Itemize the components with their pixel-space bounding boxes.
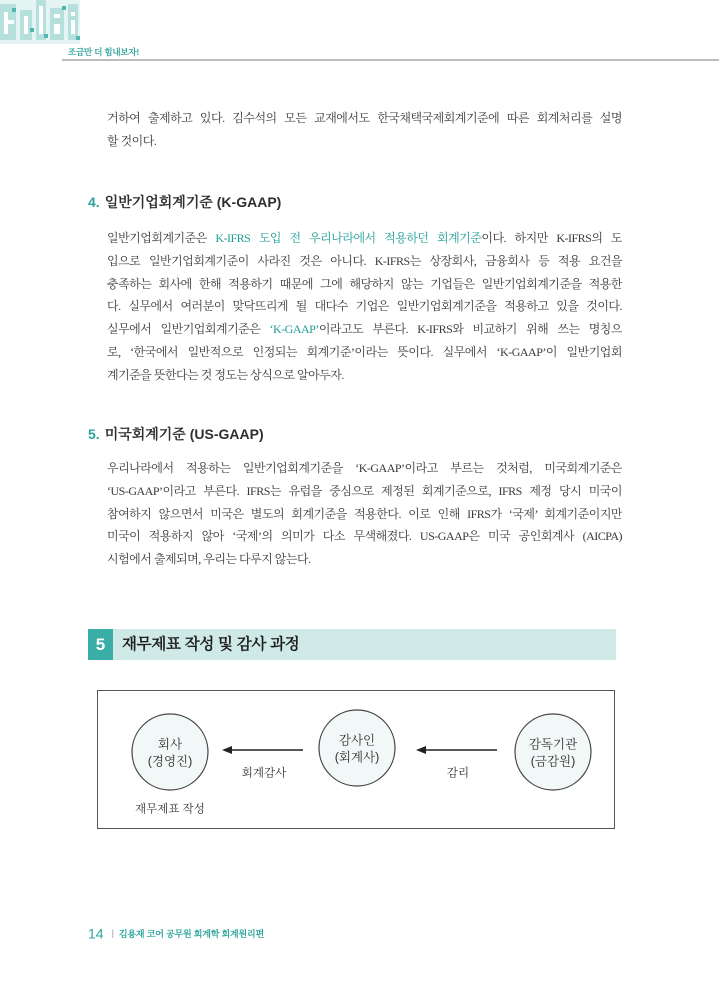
- node-subtitle: (금감원): [530, 754, 576, 769]
- node-subtitle: (회계사): [334, 750, 380, 765]
- text-segment: ‘US-GAAP’이라고 부른다. IFRS는 유럽을 중심으로 제정된 회계기준으로, IFRS 제정 당시 미국이: [107, 483, 622, 498]
- text-segment: 입으로 일반기업회계기준이 사라진 것은 아니다. K-IFRS는 상장회사, 금융회사 등 적용 요건을: [107, 253, 622, 268]
- diagram-caption: 재무제표 작성: [135, 803, 205, 816]
- heading-title: 일반기업회계기준 (K-GAAP): [104, 194, 282, 210]
- diagram-canvas: [98, 691, 614, 828]
- chapter-section-bar: [88, 629, 616, 660]
- section-number-badge: 5: [88, 629, 113, 660]
- paragraph-line: [107, 457, 622, 480]
- header-tagline: 조금만 더 힘내보자!: [68, 47, 140, 57]
- text-segment: 이다. 하지만 K-IFRS의 도: [481, 231, 622, 245]
- intro-paragraph: [107, 107, 622, 153]
- text-segment: 거하여 출제하고 있다. 김수석의 모든 교재에서도 한국채택국제회계기준에 따른 회계처리를 설명: [107, 111, 622, 125]
- k-gaap-paragraph: [107, 227, 622, 387]
- arrow-review: [416, 746, 497, 754]
- section-heading-k-gaap: [88, 193, 281, 211]
- node-name: 회사: [157, 737, 183, 752]
- text-segment: 시험에서 출제되며, 우리는 다루지 않는다.: [107, 552, 311, 567]
- highlighted-term: ‘K-GAAP’: [269, 322, 319, 337]
- text-segment: 미국이 적용하지 않아 ‘국제’의 의미가 다소 무색해졌다. US-GAAP은 미국 공인회계사 (AICPA): [107, 529, 622, 544]
- section-title: 재무제표 작성 및 감사 과정: [122, 636, 300, 653]
- paragraph-line: [107, 503, 622, 526]
- us-gaap-paragraph: [107, 457, 622, 571]
- page-number: 14: [88, 925, 104, 942]
- text-segment: 다. 실무에서 여러분이 맞닥뜨리게 될 대다수 기업은 일반기업회계기준을 적용하고 있을 것이다.: [107, 299, 622, 314]
- node-name: 감독기관: [528, 737, 578, 752]
- text-segment: 일반기업회계기준은: [107, 231, 216, 245]
- highlighted-term: K-IFRS 도입 전 우리나라에서 적용하던 회계기준: [215, 231, 482, 245]
- audit-process-diagram: [97, 690, 615, 829]
- node-subtitle: (경영진): [147, 754, 193, 769]
- paragraph-line: [107, 107, 622, 130]
- text-segment: 계기준을 뜻한다는 것 정도는 상식으로 알아두자.: [107, 367, 344, 382]
- edge-label-audit: 회계감사: [241, 767, 287, 780]
- text-segment: 실무에서 일반기업회계기준은: [107, 322, 270, 337]
- header-decoration: [0, 0, 80, 46]
- text-segment: 우리나라에서 적용하는 일반기업회계기준을 ‘K-GAAP’이라고 부르는 것처럼, 미국회계기준은: [107, 461, 622, 475]
- node-circle: [515, 714, 591, 790]
- paragraph-line: [107, 273, 622, 296]
- paragraph-line: [107, 548, 622, 571]
- heading-number: 4.: [88, 194, 100, 210]
- paragraph-line: [107, 250, 622, 273]
- heading-title: 미국회계기준 (US-GAAP): [104, 426, 264, 442]
- paragraph-line: [107, 525, 622, 548]
- node-circle: [319, 710, 395, 786]
- diagram-node-regulator: [515, 714, 591, 790]
- section-heading-us-gaap: [88, 425, 264, 443]
- node-circle: [132, 714, 208, 790]
- paragraph-line: [107, 318, 622, 341]
- paragraph-line: [107, 130, 622, 153]
- text-segment: 충족하는 회사에 한해 적용하기 때문에 그에 해당하지 않는 기업들은 일반기업회계기준을 적용한: [107, 276, 622, 291]
- text-segment: 참여하지 않으면서 미국은 별도의 회계기준을 적용한다. 이로 인해 IFRS가 ‘국제’ 회계기준이지만: [107, 506, 622, 521]
- page-footer: [88, 924, 264, 942]
- book-title: 김용재 코어 공무원 회계학 회계원리편: [118, 928, 265, 939]
- paragraph-line: [107, 227, 622, 250]
- paragraph-line: [107, 364, 622, 387]
- arrow-head: [416, 746, 426, 754]
- footer-separator: |: [111, 928, 114, 939]
- heading-number: 5.: [88, 426, 100, 442]
- paragraph-line: [107, 480, 622, 503]
- node-name: 감사인: [338, 733, 376, 748]
- text-segment: 할 것이다.: [107, 133, 157, 148]
- diagram-node-auditor: [319, 710, 395, 786]
- text-segment: 로, ‘한국에서 일반적으로 인정되는 회계기준’이라는 뜻이다. 실무에서 ‘K-GAAP’이 일반기업회: [107, 344, 622, 359]
- paragraph-line: [107, 341, 622, 364]
- diagram-node-company: [132, 714, 208, 790]
- arrow-head: [222, 746, 232, 754]
- header-rule: [62, 59, 719, 61]
- arrow-audit: [222, 746, 303, 754]
- text-segment: 이라고도 부른다. K-IFRS와 비교하기 위해 쓰는 명칭으: [318, 322, 622, 337]
- paragraph-line: [107, 295, 622, 318]
- edge-label-review: 감리: [446, 767, 470, 780]
